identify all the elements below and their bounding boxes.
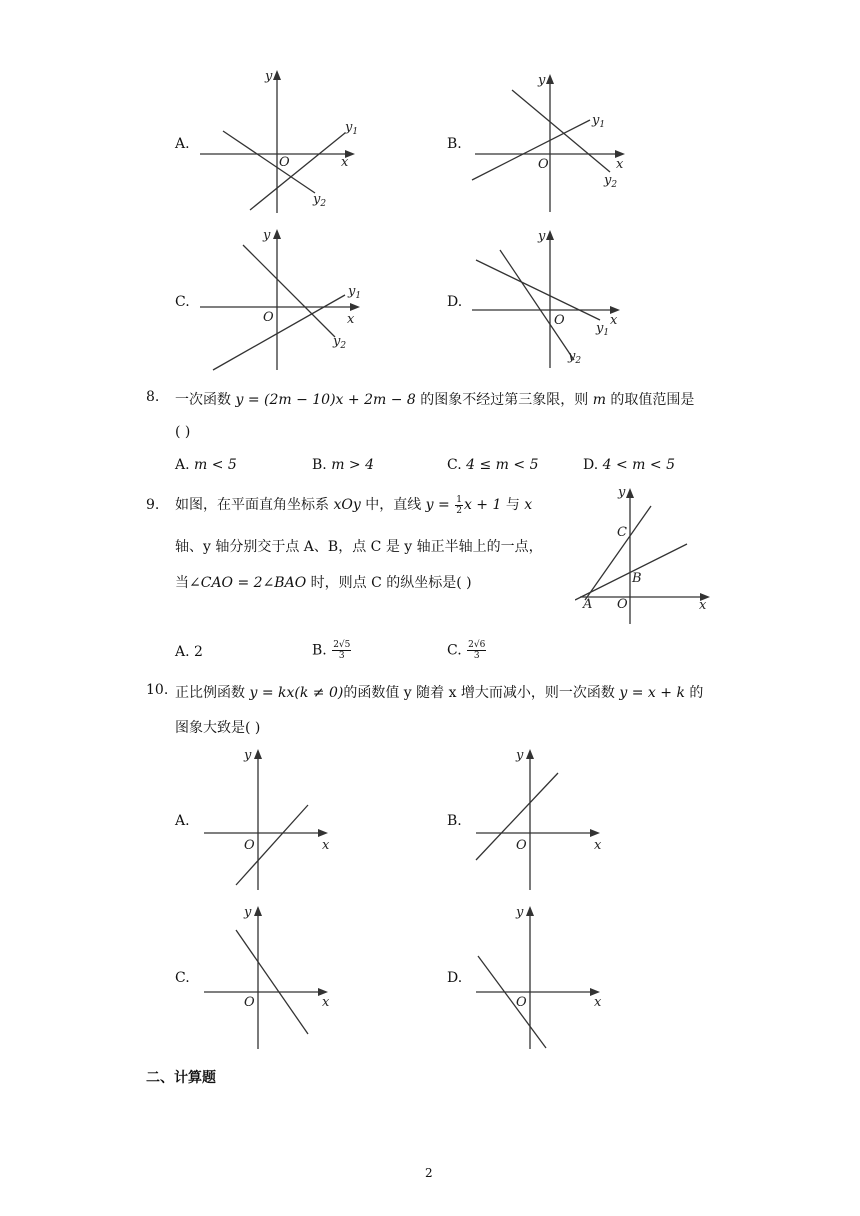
svg-text:y1: $y_1$ (592, 113, 606, 130)
q9-line2: 轴、y 轴分别交于点 A、B，点 C 是 y 轴正半轴上的一点， (175, 539, 543, 555)
svg-text:x: x (322, 838, 330, 853)
origin-label: O (279, 155, 290, 170)
svg-text:y: y (244, 905, 252, 920)
q7-graph-d (470, 228, 635, 373)
q7-graph-a (195, 68, 365, 216)
svg-text:O: O (244, 838, 255, 853)
svg-text:y2: $y_2$ (568, 349, 582, 366)
svg-text:y: y (516, 905, 524, 920)
q7-graph-b (470, 72, 640, 214)
svg-text:y2: $y_2$ (333, 334, 347, 351)
line-y2 (223, 131, 315, 193)
svg-text:y1: $y_1$ (348, 284, 362, 301)
line-y1 (213, 295, 345, 370)
q10-option-d-label: D. (447, 970, 463, 986)
q8-option-c: C. 4 ≤ m < 5 (447, 457, 539, 473)
q9-option-b: B. $\frac{2√5}{3}$ (312, 640, 351, 661)
q10-graph-d (472, 902, 612, 1052)
q8-answer-paren: ( ) (175, 424, 191, 440)
svg-text:y: y (538, 229, 546, 244)
svg-text:x: x (699, 598, 707, 613)
svg-text:y: y (263, 228, 271, 243)
svg-text:y2: $y_2$ (604, 173, 618, 190)
q10-graph-a (200, 745, 340, 893)
fraction-half: $\frac{1}{2}$ (456, 494, 462, 516)
q9-line1: 如图，在平面直角坐标系 xOy 中，直线 y = $\frac{1}{2}$ x + 1 与 x (175, 494, 533, 516)
line-y1 (472, 120, 590, 180)
q10-line1: 正比例函数 y = kx(k ≠ 0)的函数值 y 随着 x 增大而减小，则一次函数 y = x + k 的 (175, 685, 704, 701)
svg-text:x: x (322, 995, 330, 1010)
q9-option-a: A. 2 (175, 644, 203, 660)
svg-text:y: y (618, 485, 626, 500)
svg-text:x: x (616, 157, 624, 172)
q9-number: 9. (146, 497, 160, 513)
q8-stem: 一次函数 y = (2m − 10)x + 2m − 8 的图象不经过第三象限，则 m 的取值范围是 (175, 392, 695, 408)
q8-option-d: D. 4 < m < 5 (583, 457, 675, 473)
q9-line3: 当∠CAO = 2∠BAO 时，则点 C 的纵坐标是( ) (175, 575, 472, 591)
svg-text:A: A (583, 597, 593, 612)
svg-text:C: C (617, 525, 627, 540)
svg-text:O: O (244, 995, 255, 1010)
svg-text:y1: $y_1$ (596, 321, 610, 338)
svg-text:y: y (516, 748, 524, 763)
graph-line (478, 956, 546, 1048)
q7-option-d-label: D. (447, 294, 463, 310)
line-y2 (512, 90, 610, 172)
q9-figure (575, 482, 715, 627)
svg-text:x: x (610, 313, 618, 328)
svg-text:O: O (554, 313, 565, 328)
section-title: 二、计算题 (146, 1070, 216, 1086)
svg-text:O: O (538, 157, 549, 172)
q10-option-c-label: C. (175, 970, 190, 986)
svg-text:y: y (538, 73, 546, 88)
q10-option-b-label: B. (447, 813, 462, 829)
axis-label-x: x (341, 155, 349, 170)
svg-text:y: y (244, 748, 252, 763)
q9-option-c: C. $\frac{2√6}{3}$ (447, 640, 486, 661)
q8-number: 8. (146, 389, 160, 405)
page-number: 2 (425, 1166, 433, 1180)
line-y2 (500, 250, 574, 360)
q8-option-a: A. m < 5 (175, 457, 237, 473)
q10-line2: 图象大致是( ) (175, 720, 261, 736)
q7-option-c-label: C. (175, 294, 190, 310)
line-ab (575, 544, 687, 600)
svg-text:x: x (347, 312, 355, 327)
graph-line (236, 930, 308, 1034)
line-y2 (243, 245, 335, 337)
svg-text:x: x (594, 995, 602, 1010)
q7-option-b-label: B. (447, 136, 462, 152)
q10-option-a-label: A. (175, 813, 190, 829)
svg-text:x: x (594, 838, 602, 853)
svg-text:O: O (263, 310, 274, 325)
q10-graph-c (200, 902, 340, 1052)
q8-option-b: B. m > 4 (312, 457, 375, 473)
svg-text:O: O (516, 995, 527, 1010)
line-y1 (476, 260, 600, 320)
q10-graph-b (472, 745, 612, 893)
q10-number: 10. (146, 682, 169, 698)
q7-option-a-label: A. (175, 136, 190, 152)
q7-graph-c (195, 225, 370, 373)
line-y1 (250, 133, 345, 210)
axis-label-y: y (265, 69, 273, 84)
svg-text:B: B (632, 571, 642, 586)
svg-text:O: O (516, 838, 527, 853)
svg-text:O: O (617, 597, 628, 612)
svg-text:y2: $y_2$ (313, 192, 327, 209)
svg-text:y1: $y_1$ (345, 120, 359, 137)
